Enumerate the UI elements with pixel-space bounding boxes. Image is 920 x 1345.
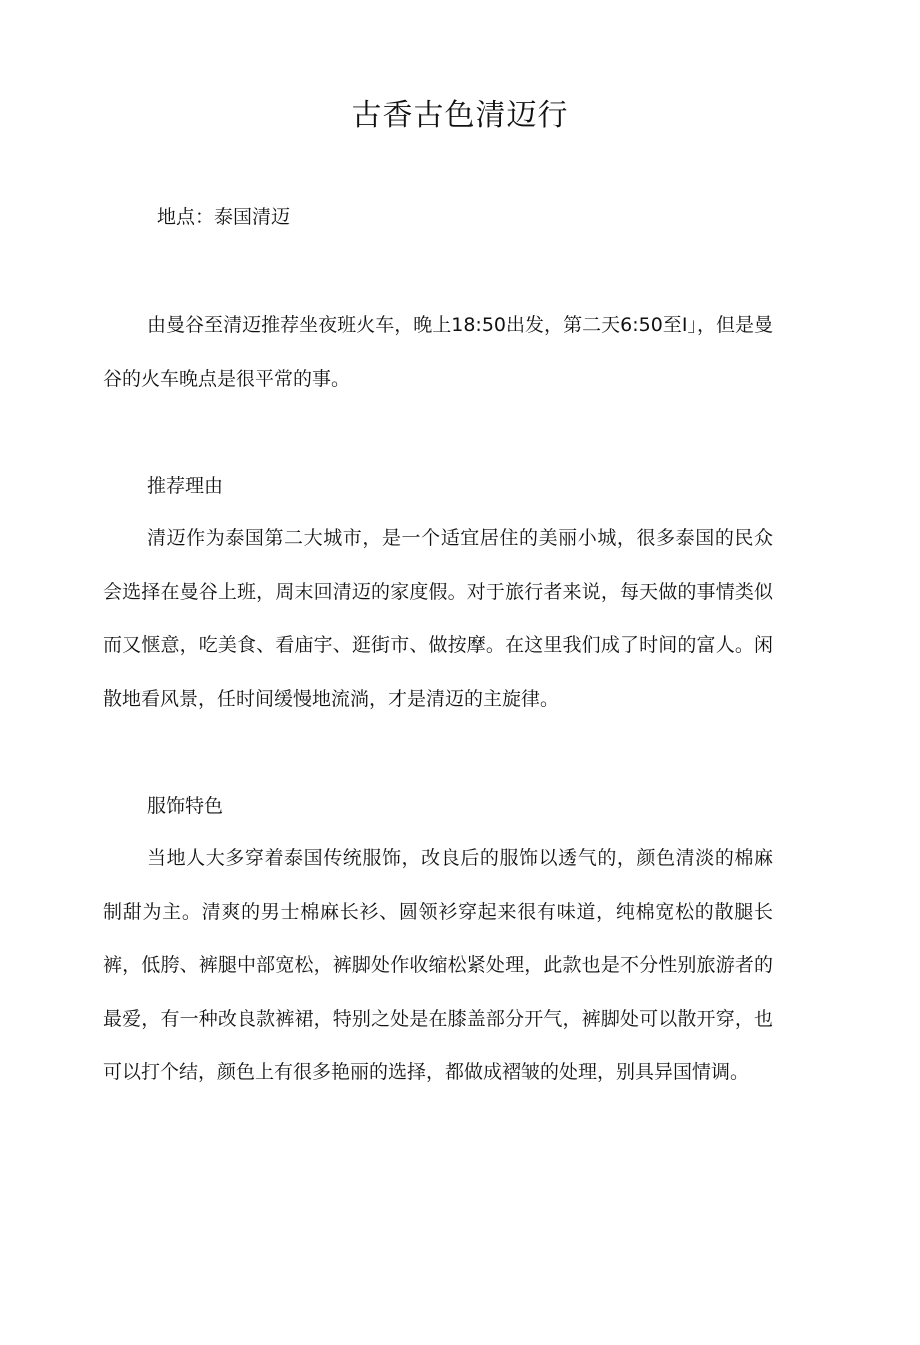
page-title: 古香古色清迈行 xyxy=(351,98,569,133)
section-body-dress: 当地人大多穿着泰国传统服饰，改良后的服饰以透气的，颜色清淡的棉麻制甜为主。清爽的男士棉麻长衫、圆领衫穿起来很有味道，纯棉宽松的散腿长裤，低胯、裤腿中部宽松，裤脚处作收缩松紧处理，此款也是不分性别旅游者的最爱，有一种改良款裤裙，特别之处是在膝盖部分开气，裤脚处可以散开穿，也可以打个结，颜色上有很多艳丽的选择，都做成褶皱的处理，别具异国情调。 xyxy=(103,847,773,1083)
section-heading-dress: 服饰特色 xyxy=(147,795,224,817)
intro-paragraph: 由曼谷至清迈推荐坐夜班火车，晚上18:50出发，第二天6:50至I」，但是曼谷的火车晚点是很平常的事。 xyxy=(103,314,773,390)
location-line: 地点：泰国清迈 xyxy=(157,206,291,228)
section-body-reason: 清迈作为泰国第二大城市，是一个适宜居住的美丽小城，很多泰国的民众会选择在曼谷上班，周末回清迈的家度假。对于旅行者来说，每天做的事情类似而又惬意，吃美食、看庙宇、逛街市、做按摩。在这里我们成了时间的富人。闲散地看风景，任时间缓慢地流淌，才是清迈的主旋律。 xyxy=(103,527,773,710)
section-heading-reason: 推荐理由 xyxy=(147,475,224,497)
